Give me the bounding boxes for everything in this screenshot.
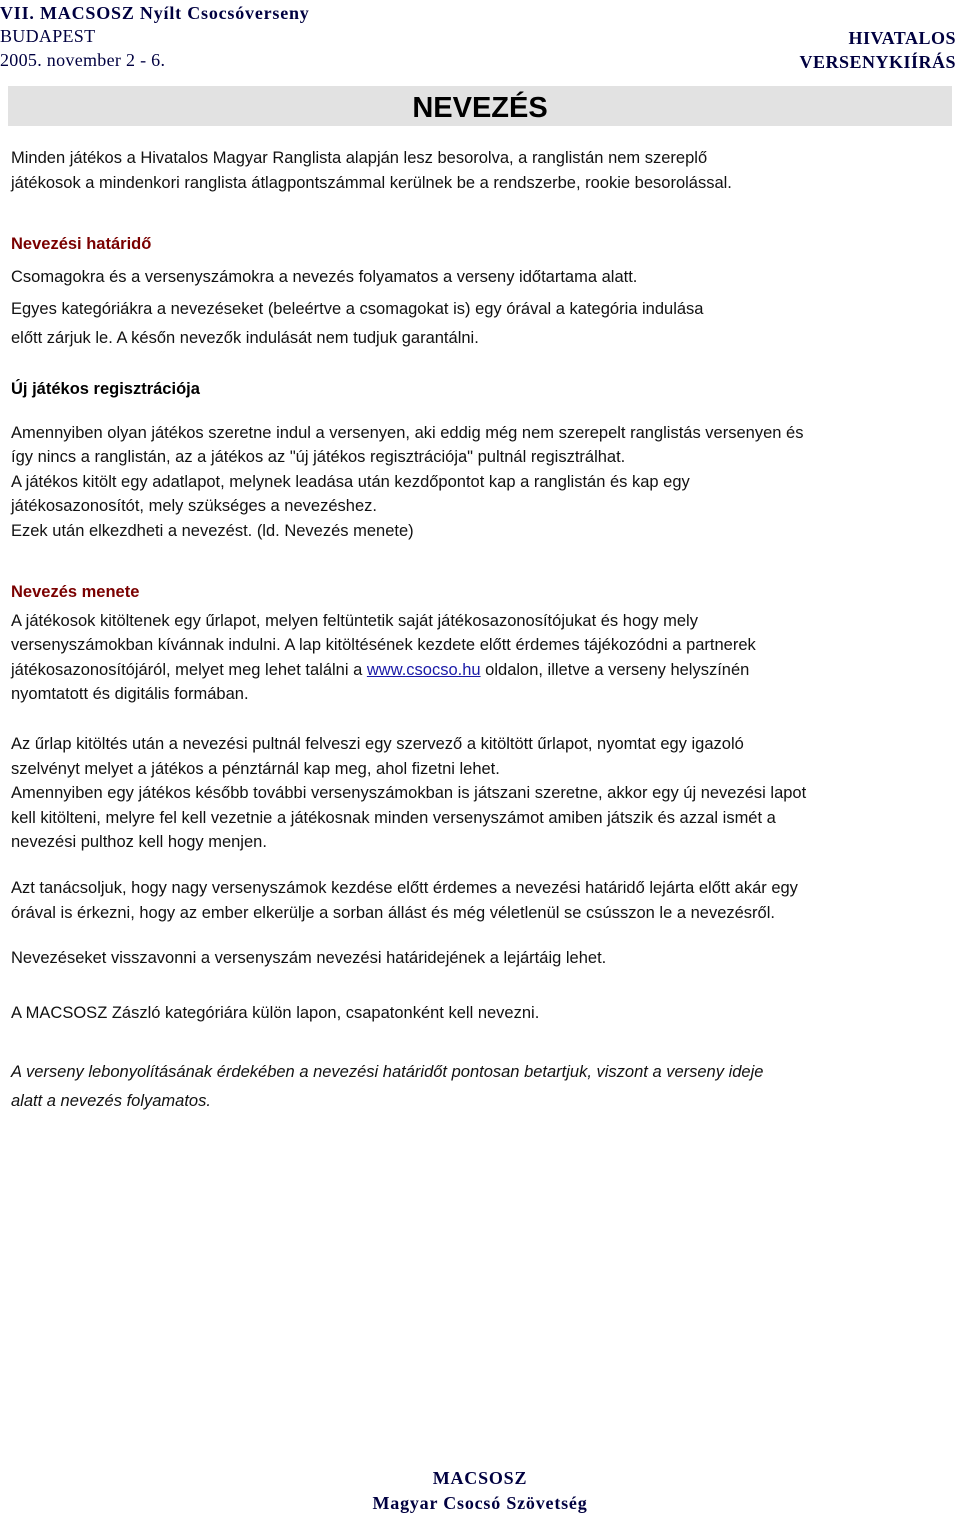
announcement-label: VERSENYKIÍRÁS: [799, 52, 956, 72]
header-right: [799, 26, 956, 74]
process-section: Nevezés menete A játékosok kitöltenek egy űrlapot, melyen feltüntetik saját játékosazonosítójukat és hogy mely versenyszámokban kívánnak indulni. A lap kitöltésének kezdete előtt érdemes tájékozódni a partnerek játékosazonosítójáról, melyet meg lehet találni a www.csocso.hu oldalon, illetve a verseny helyszínén nyomtatott és digitális formában.: [11, 580, 951, 707]
closing-note: A verseny lebonyolításának érdekében a nevezési határidőt pontosan betartjuk, viszont a verseny ideje alatt a nevezés folyamatos.: [11, 1063, 764, 1110]
official-label: HIVATALOS: [848, 28, 956, 48]
event-city: BUDAPEST: [0, 26, 96, 46]
form-paragraph: Az űrlap kitöltés után a nevezési pultnál felveszi egy szervező a kitöltött űrlapot, nyomtat egy igazoló szelvényt melyet a játékos a pénztárnál kap meg, ahol fizetni lehet. Amennyiben egy játékos később további versenyszámokban is játszani szeretne, akkor egy új nevezési lapot kell kitölteni, melyre fel kell vezetnie a játékosnak minden versenyszámot amiben játszik és azzal ismét a nevezési pulthoz kell hogy menjen.: [11, 735, 807, 851]
new-player-section: Új játékos regisztrációja Amennyiben olyan játékos szeretne indul a versenyen, aki eddig még nem szerepelt ranglistás versenyen és így nincs a ranglistán, az a játékos az "új játékos regisztrációja" pultnál regisztrálhat. A játékos kitölt egy adatlapot, melynek leadása után kezdőpontot kap a ranglistán és kap egy játékosazonosítót, mely szükséges a nevezéshez. Ezek után elkezdheti a nevezést. (ld. Nevezés menete): [11, 377, 951, 543]
csocso-link[interactable]: www.csocso.hu: [366, 660, 481, 679]
page-title: NEVEZÉS: [412, 92, 548, 124]
new-player-heading: Új játékos regisztrációja: [11, 380, 200, 398]
footer-org-full: Magyar Csocsó Szövetség: [372, 1493, 588, 1513]
flag-paragraph: A MACSOSZ Zászló kategóriára külön lapon, csapatonként kell nevezni.: [11, 1004, 540, 1022]
event-dates: 2005. november 2 - 6.: [0, 50, 166, 70]
process-heading: Nevezés menete: [11, 583, 140, 601]
intro-paragraph: Minden játékos a Hivatalos Magyar Ranglista alapján lesz besorolva, a ranglistán nem szereplő játékosok a mindenkori ranglista átlagpontszámmal kerülnek be a rendszerbe, rookie besorolással.: [11, 149, 732, 192]
footer: [0, 1466, 960, 1516]
withdraw-paragraph: Nevezéseket visszavonni a versenyszám nevezési határidejének a lejártáig lehet.: [11, 949, 607, 967]
advice-paragraph: Azt tanácsoljuk, hogy nagy versenyszámok kezdése előtt érdemes a nevezési határidő lejárta előtt akár egy órával is érkezni, hogy az ember elkerülje a sorban állást és még véletlenül se csússzon le a nevezésről.: [11, 879, 798, 922]
header-left: [0, 2, 310, 72]
deadline-heading: Nevezési határidő: [11, 235, 152, 253]
event-title: VII. MACSOSZ Nyílt Csocsóverseny: [0, 3, 310, 23]
deadline-section: Nevezési határidő Csomagokra és a versenyszámokra a nevezés folyamatos a verseny időtartama alatt. Egyes kategóriákra a nevezéseket (beleértve a csomagokat is) egy órával a kategória indulása előtt zárjuk le. A későn nevezők indulását nem tudjuk garantálni.: [11, 232, 951, 350]
footer-org: MACSOSZ: [432, 1468, 528, 1488]
